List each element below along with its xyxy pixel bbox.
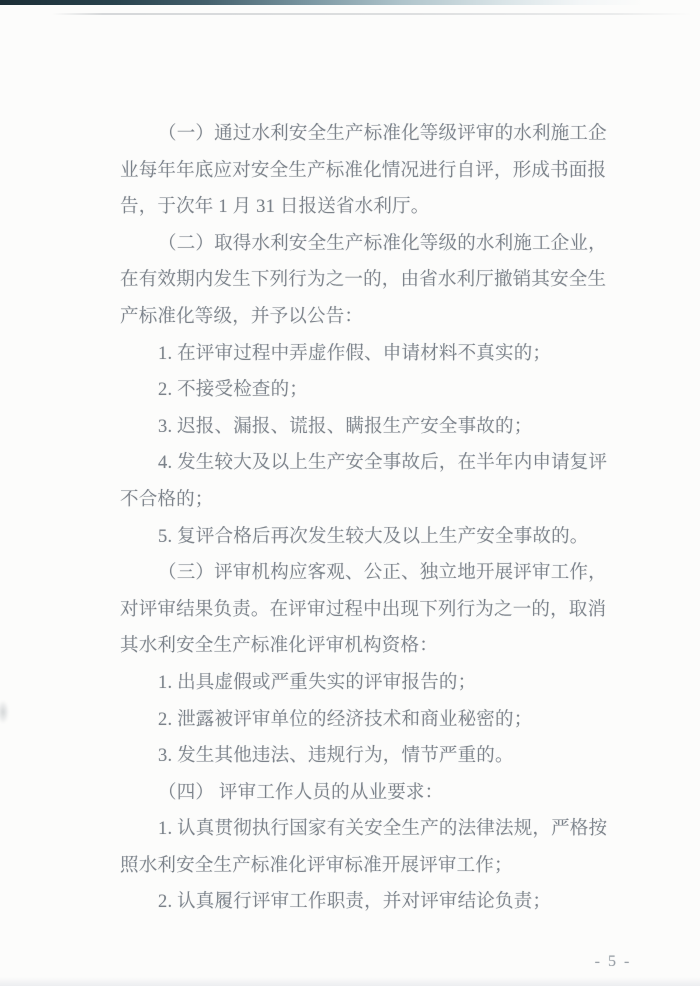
scan-smudge-artifact xyxy=(0,700,9,724)
document-line: 对评审结果负责。在评审过程中出现下列行为之一的，取消 xyxy=(120,599,607,620)
document-line: 产标准化等级，并予以公告： xyxy=(120,306,364,327)
document-line: 1. 在评审过程中弄虚作假、申请材料不真实的； xyxy=(158,343,552,364)
document-line: 1. 出具虚假或严重失实的评审报告的； xyxy=(158,672,477,693)
scan-top-edge-artifact xyxy=(0,0,645,5)
document-line: 其水利安全生产标准化评审机构资格： xyxy=(120,636,438,657)
document-line: （一）通过水利安全生产标准化等级评审的水利施工企 xyxy=(158,124,607,144)
document-line: （二）取得水利安全生产标准化等级的水利施工企业， xyxy=(158,233,607,254)
document-body xyxy=(120,116,608,921)
document-line: （四） 评审工作人员的从业要求： xyxy=(158,782,444,803)
document-line: 照水利安全生产标准化评审标准开展评审工作； xyxy=(120,855,513,876)
document-line: 不合格的； xyxy=(120,489,214,510)
document-line: 3. 迟报、漏报、谎报、瞒报生产安全事故的； xyxy=(158,416,533,437)
page-number: - 5 - xyxy=(594,953,632,970)
document-line: 3. 发生其他违法、违规行为，情节严重的。 xyxy=(158,746,514,767)
document-line: 业每年年底应对安全生产标准化情况进行自评，形成书面报 xyxy=(120,160,607,181)
document-line: 2. 泄露被评审单位的经济技术和商业秘密的； xyxy=(158,709,533,730)
scan-hairline-artifact xyxy=(52,13,692,15)
document-line: 在有效期内发生下列行为之一的，由省水利厅撤销其安全生 xyxy=(120,270,607,291)
document-line: 5. 复评合格后再次发生较大及以上生产安全事故的。 xyxy=(158,526,589,547)
scan-bottom-edge-artifact xyxy=(0,977,700,986)
document-line: 1. 认真贯彻执行国家有关安全生产的法律法规，严格按 xyxy=(158,819,608,840)
document-line: 2. 认真履行评审工作职责，并对评审结论负责； xyxy=(158,892,552,913)
document-line: 告，于次年 1 月 31 日报送省水利厅。 xyxy=(120,197,430,218)
document-line: 4. 发生较大及以上生产安全事故后，在半年内申请复评 xyxy=(158,453,608,474)
document-line: （三）评审机构应客观、公正、独立地开展评审工作， xyxy=(158,563,607,584)
document-line: 2. 不接受检查的； xyxy=(158,380,309,401)
